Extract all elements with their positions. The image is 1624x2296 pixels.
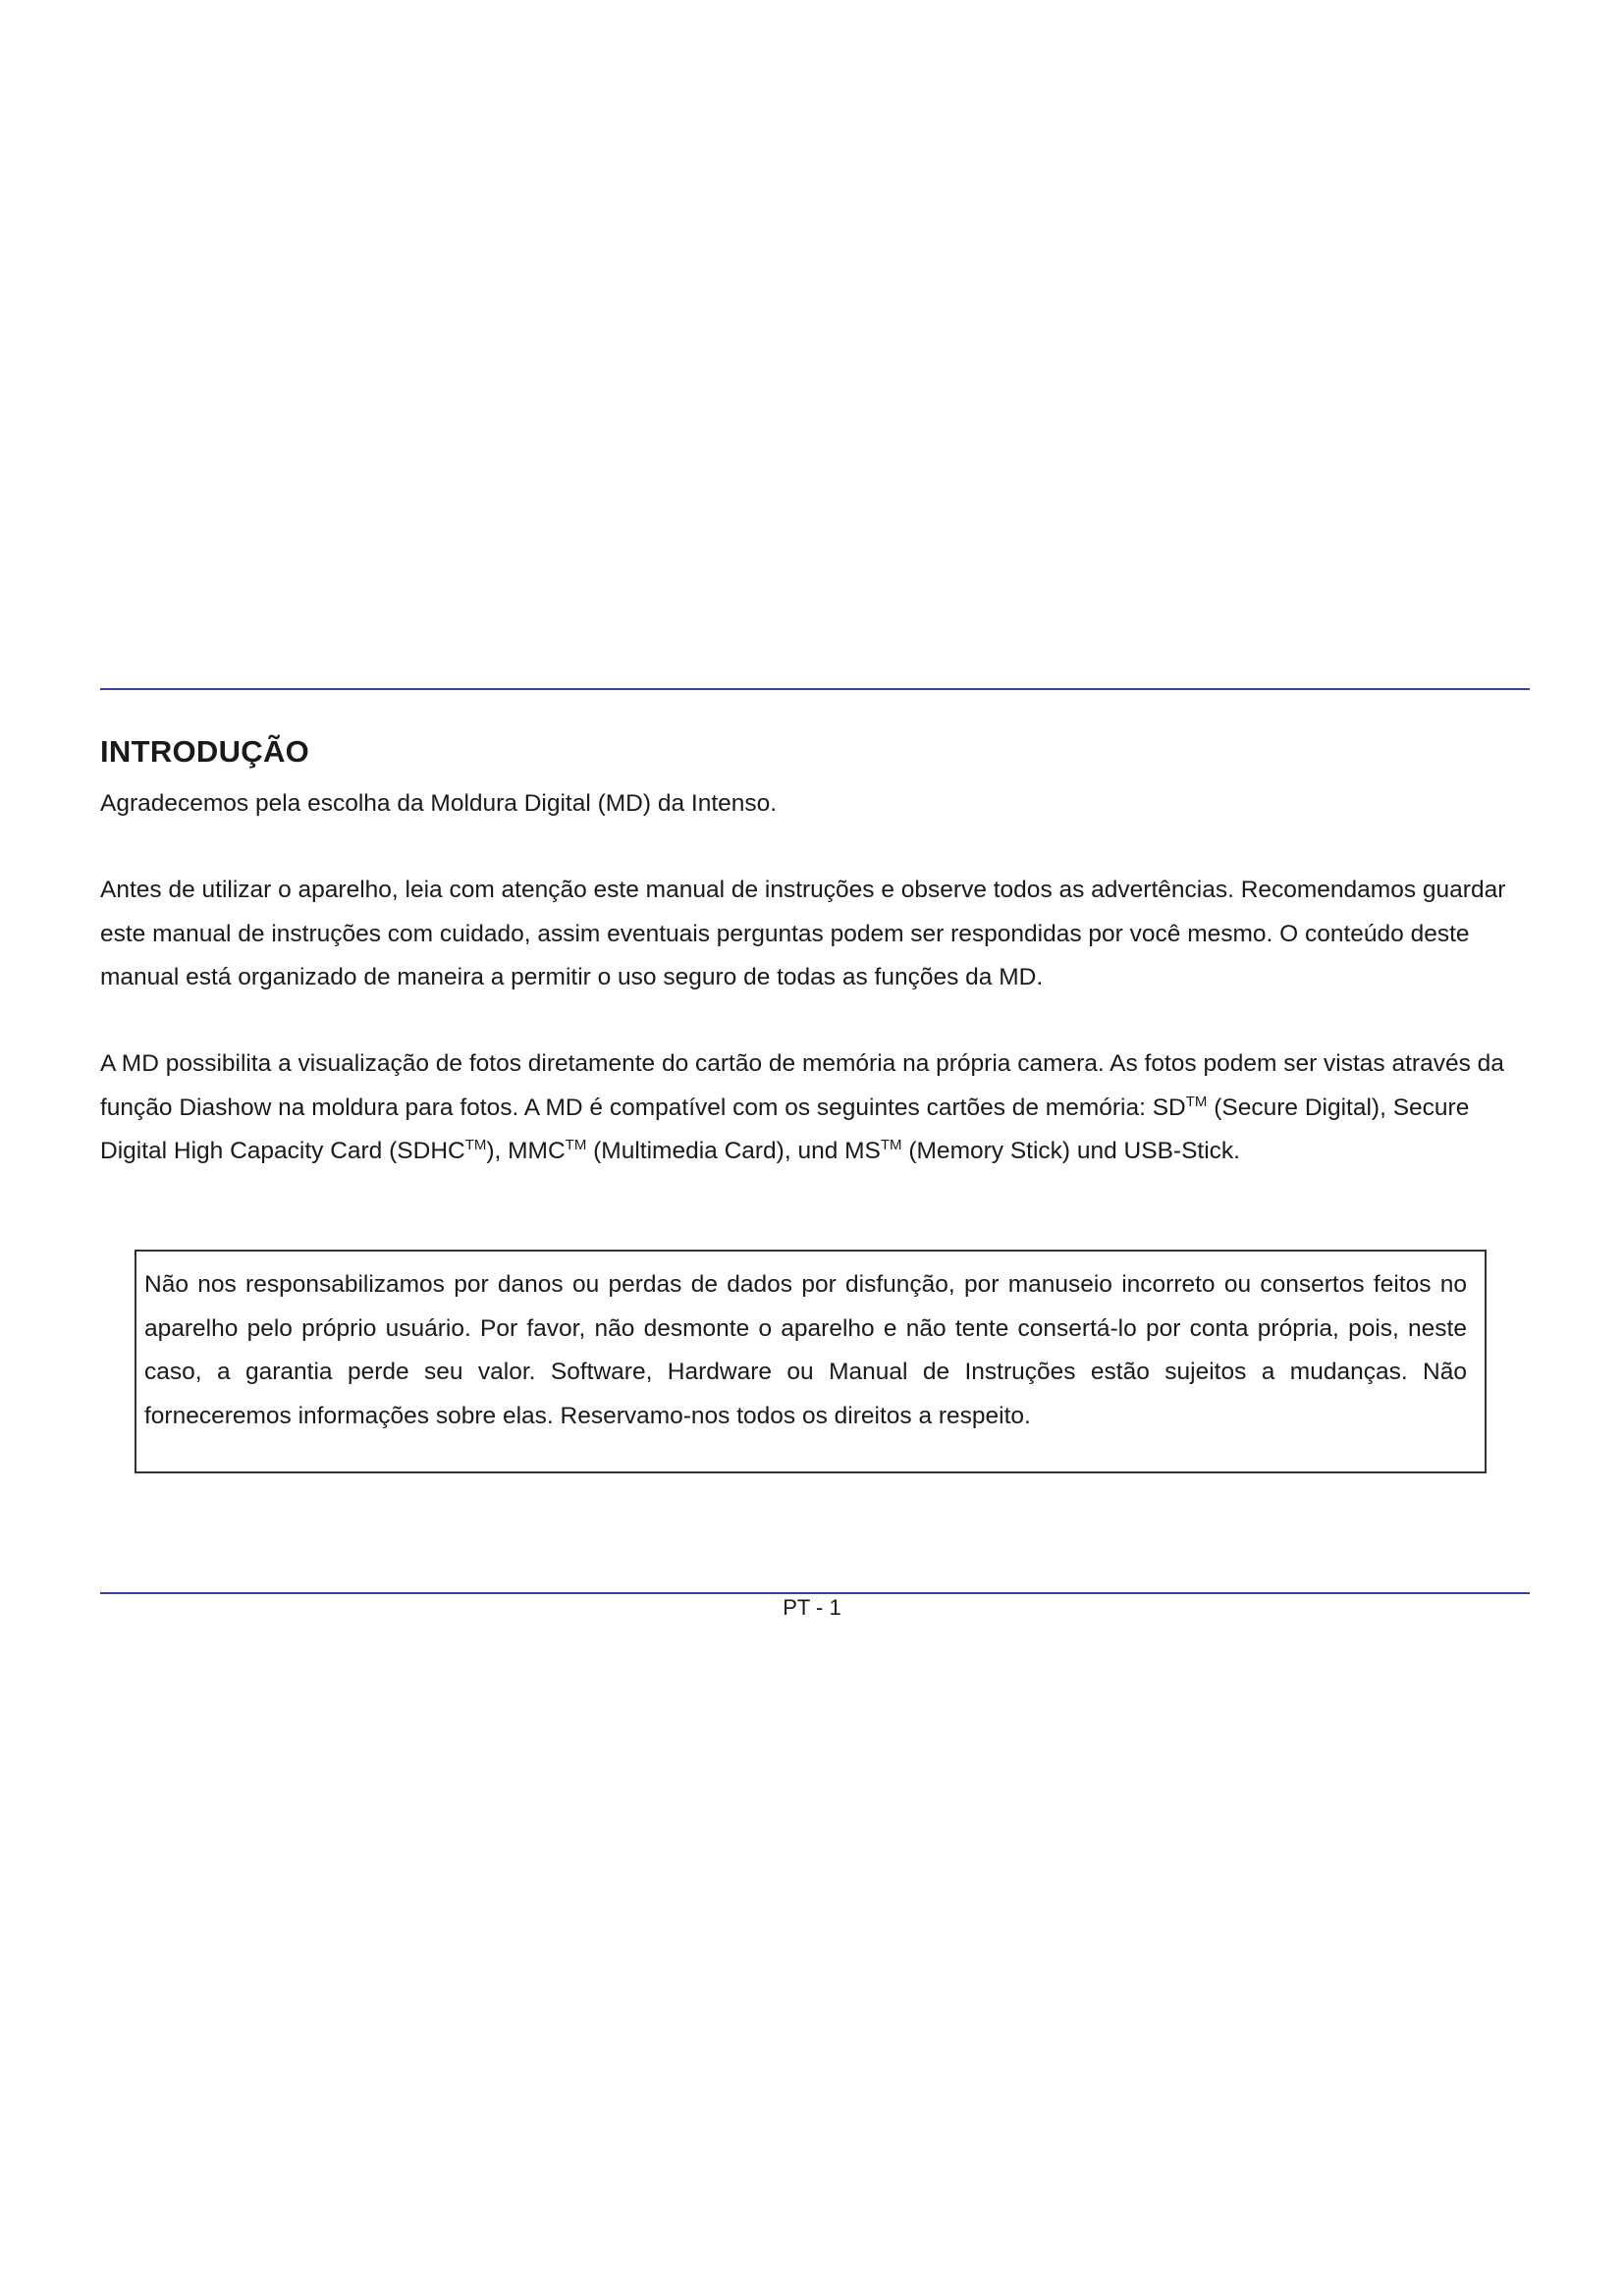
- trademark-mark: TM: [565, 1137, 587, 1153]
- section-title: INTRODUÇÃO: [100, 734, 310, 769]
- compatibility-text: (Multimedia Card), und MS: [586, 1138, 881, 1164]
- header-divider: [100, 688, 1530, 690]
- disclaimer-text: Não nos responsabilizamos por danos ou perdas de dados por disfunção, por manuseio incorreto ou consertos feitos no aparelho pelo próprio usuário. Por favor, não desmonte o aparelho e não tente consertá-lo por conta própria, pois, neste caso, a garantia perde seu valor. Software, Hardware ou Manual de Instruções estão sujeitos a mudanças. Não forneceremos informações sobre elas. Reservamo-nos todos os direitos a respeito.: [144, 1271, 1467, 1429]
- compatibility-text: A MD possibilita a visualização de fotos diretamente do cartão de memória na própria camera. As fotos podem ser vistas através da função Diashow na moldura para fotos. A MD é compatível com os seguintes cartões de memória: SD: [100, 1050, 1504, 1121]
- intro-compatibility-paragraph: [100, 1042, 1534, 1174]
- compatibility-text: (Secure Digital), Secure Digital High Capacity Card (SDHC: [100, 1094, 1470, 1164]
- intro-usage-paragraph: Antes de utilizar o aparelho, leia com atenção este manual de instruções e observe todos as advertências. Recomendamos guardar este manual de instruções com cuidado, assim eventuais perguntas podem ser respondidas por você mesmo. O conteúdo deste manual está organizado de maneira a permitir o uso seguro de todas as funções da MD.: [100, 877, 1506, 990]
- page-number: PT - 1: [783, 1595, 841, 1620]
- trademark-mark: TM: [464, 1137, 487, 1153]
- intro-thanks-paragraph: Agradecemos pela escolha da Moldura Digital (MD) da Intenso.: [100, 790, 778, 817]
- trademark-mark: TM: [880, 1137, 902, 1153]
- trademark-mark: TM: [1185, 1093, 1208, 1110]
- compatibility-text: (Memory Stick) und USB-Stick.: [901, 1138, 1240, 1164]
- compatibility-text: ), MMC: [486, 1138, 566, 1164]
- footer-divider: [100, 1592, 1530, 1594]
